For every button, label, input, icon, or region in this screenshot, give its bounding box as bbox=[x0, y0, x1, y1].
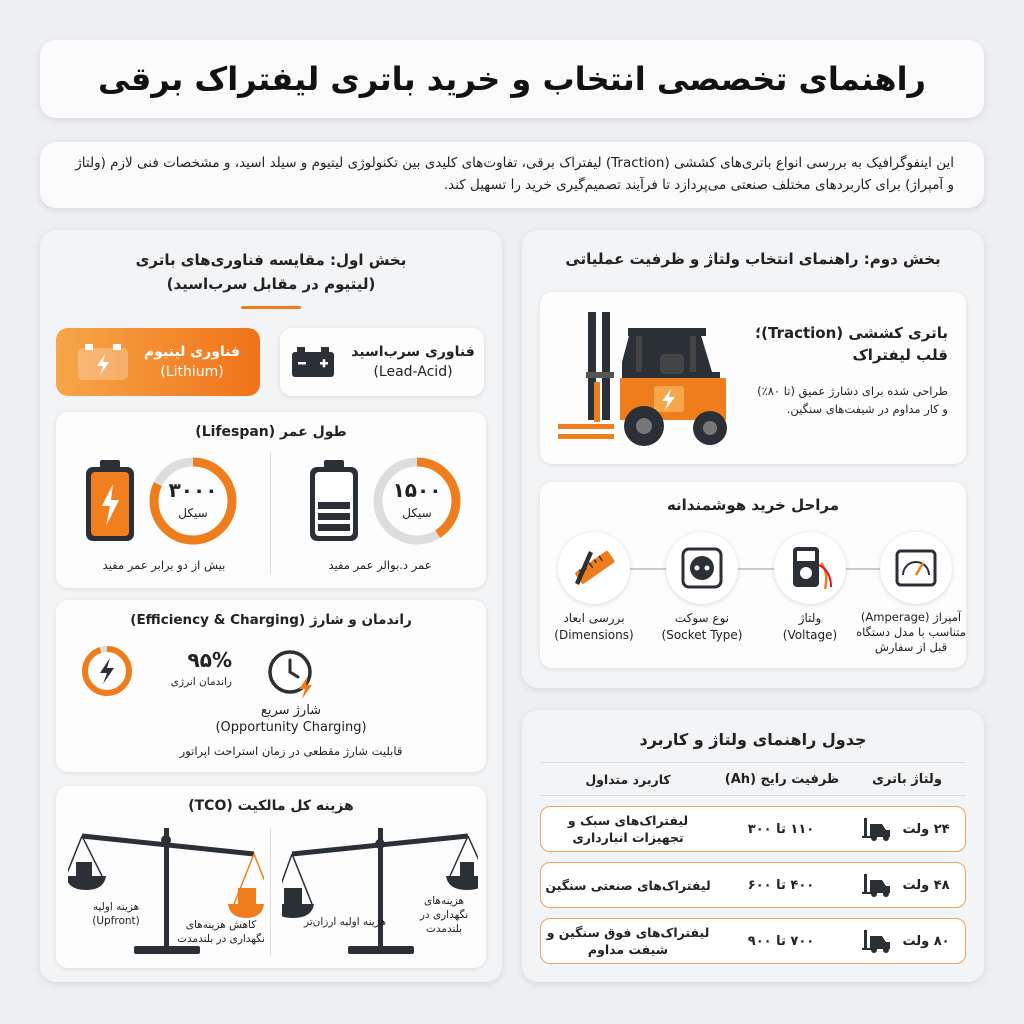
section1-panel bbox=[40, 230, 502, 982]
intro-card bbox=[40, 142, 984, 208]
section2-title: بخش دوم: راهنمای انتخاب ولتاژ و ظرفیت عملیاتی bbox=[565, 250, 941, 268]
row-voltage-cell bbox=[847, 872, 965, 898]
step-socket-circle bbox=[666, 532, 738, 604]
traction-desc: طراحی شده برای دشارژ عمیق (تا ۸۰٪) و کار مداوم در شیفت‌های سنگین. bbox=[757, 384, 948, 416]
efficiency-card bbox=[56, 600, 486, 772]
step-voltage-label bbox=[760, 610, 860, 644]
tco-lead-upfront: هزینه اولیه ارزان‌تر bbox=[303, 916, 387, 928]
header-capacity: ظرفیت رایج (Ah) bbox=[724, 771, 840, 787]
table-row bbox=[540, 862, 966, 908]
fast-charge-note: قابلیت شارژ مقطعی در زمان استراحت اپراتور bbox=[179, 744, 403, 758]
tco-card bbox=[56, 786, 486, 968]
row-usage: لیفتراک‌های فوق سنگین و شیفت مداوم bbox=[546, 925, 710, 957]
socket-icon bbox=[679, 545, 725, 591]
lead-tco-scale-icon bbox=[282, 820, 478, 960]
section2-panel bbox=[522, 230, 984, 688]
lithium-lifespan-note: بیش از دو برابر عمر مفید bbox=[102, 558, 226, 572]
lead-cycles-unit: سیکل bbox=[402, 506, 432, 520]
step-dimensions-circle bbox=[558, 532, 630, 604]
steps-card bbox=[540, 482, 966, 668]
row-capacity: ۷۰۰ تا ۹۰۰ bbox=[747, 933, 815, 949]
lifespan-title: طول عمر (Lifespan) bbox=[195, 424, 347, 440]
lead-sub: (Lead-Acid) bbox=[373, 364, 453, 380]
intro-text: این اینفوگرافیک به بررسی انواع باتری‌های کششی (Traction) لیفتراک برقی، تفاوت‌های کلیدی بین تکنولوژی لیتیوم و سیلد اسید، و مشخصات فنی لازم (ولتاژ و آمپراژ) برای کاربردهای مختلف صنعتی می‌پردازد تا فرآیند تصمیم‌گیری خرید را تسهیل کند. bbox=[75, 155, 954, 193]
lithium-cycles-value: ۳۰۰۰ bbox=[168, 478, 218, 502]
ruler-icon bbox=[569, 543, 619, 593]
row-voltage: ۸۰ ولت bbox=[902, 933, 950, 949]
efficiency-title: راندمان و شارژ (Efficiency & Charging) bbox=[130, 612, 412, 628]
tco-divider bbox=[270, 828, 271, 956]
step-amperage-title: آمپراژ (Amperage) bbox=[860, 610, 962, 624]
lead-acid-pill bbox=[280, 328, 484, 396]
efficiency-ring bbox=[80, 644, 134, 698]
lithium-label: فناوری لیتیوم bbox=[143, 344, 241, 360]
amperage-gauge-icon bbox=[893, 545, 939, 591]
forklift-small-icon bbox=[862, 872, 892, 898]
fast-charge-label: شارژ سریع bbox=[260, 703, 322, 718]
multimeter-icon bbox=[787, 543, 833, 593]
lifespan-divider bbox=[270, 452, 271, 574]
traction-title: باتری کششی (Traction)؛ قلب لیفتراک bbox=[755, 324, 948, 364]
fast-charge-sub: (Opportunity Charging) bbox=[215, 720, 367, 735]
step-amperage-desc: متناسب با مدل دستگاه قبل از سفارش bbox=[856, 625, 966, 654]
lead-cycles-value: ۱۵۰۰ bbox=[392, 478, 442, 502]
row-voltage: ۴۸ ولت bbox=[902, 877, 950, 893]
row-usage: لیفتراک‌های صنعتی سنگین bbox=[545, 877, 711, 893]
efficiency-percent: ۹۵% bbox=[187, 648, 232, 672]
section1-title-line1: بخش اول: مقایسه فناوری‌های باتری bbox=[135, 251, 407, 269]
step-voltage-circle bbox=[774, 532, 846, 604]
lithium-sub: (Lithium) bbox=[160, 364, 224, 380]
step-amperage-circle bbox=[880, 532, 952, 604]
step-voltage-title: ولتاژ bbox=[798, 611, 822, 625]
title-underline bbox=[241, 306, 301, 309]
lead-lifespan-note: عمر د.بوالر عمر مفید bbox=[328, 558, 432, 572]
row-usage: لیفتراک‌های سبک و تجهیزات انبارداری bbox=[567, 813, 689, 845]
step-socket-title: نوع سوکت bbox=[674, 611, 730, 625]
row-voltage-cell bbox=[847, 816, 965, 842]
fast-charge-text bbox=[206, 702, 376, 736]
tco-lithium-maintenance: کاهش هزینه‌های نگهداری در بلندمدت bbox=[177, 919, 265, 945]
tco-lithium-upfront-sub: (Upfront) bbox=[92, 915, 140, 927]
lithium-pill bbox=[56, 328, 260, 396]
tco-lithium-upfront bbox=[78, 900, 154, 928]
page-title: راهنمای تخصصی انتخاب و خرید باتری لیفتراک برقی bbox=[98, 60, 926, 98]
lead-battery-icon bbox=[289, 345, 337, 379]
step-dimensions-desc: (Dimensions) bbox=[554, 628, 634, 642]
efficiency-percent-label: راندمان انرژی bbox=[170, 676, 232, 688]
lead-half-battery-icon bbox=[306, 458, 362, 544]
forklift-small-icon bbox=[862, 928, 892, 954]
row-capacity: ۱۱۰ تا ۳۰۰ bbox=[747, 821, 815, 837]
voltage-table-panel bbox=[522, 710, 984, 982]
header-voltage: ولتاژ باتری bbox=[872, 771, 942, 787]
section1-title bbox=[60, 248, 482, 296]
lithium-full-battery-icon bbox=[82, 458, 138, 544]
step-socket-desc: (Socket Type) bbox=[661, 628, 743, 642]
step-amperage-label bbox=[856, 610, 966, 655]
tco-title: هزینه کل مالکیت (TCO) bbox=[188, 798, 354, 814]
tco-lithium-upfront-label: هزینه اولیه bbox=[92, 901, 140, 913]
lithium-battery-icon bbox=[76, 343, 130, 381]
lithium-cycles-unit: سیکل bbox=[178, 506, 208, 520]
forklift-icon bbox=[550, 302, 744, 454]
step-dimensions-label bbox=[544, 610, 644, 644]
header-usage: کاربرد متداول bbox=[585, 771, 671, 787]
title-card bbox=[40, 40, 984, 118]
table-row bbox=[540, 806, 966, 852]
row-voltage-cell bbox=[847, 928, 965, 954]
step-dimensions-title: بررسی ابعاد bbox=[563, 611, 625, 625]
table-title: جدول راهنمای ولتاژ و کاربرد bbox=[639, 730, 867, 749]
steps-title: مراحل خرید هوشمندانه bbox=[666, 496, 840, 514]
steps-connector-line bbox=[580, 568, 926, 570]
step-socket-label bbox=[652, 610, 752, 644]
tco-lead-maintenance: هزینه‌های نگهداری در بلندمدت bbox=[419, 895, 469, 935]
row-capacity: ۴۰۰ تا ۶۰۰ bbox=[747, 877, 815, 893]
row-voltage: ۲۴ ولت bbox=[902, 821, 950, 837]
fast-charge-clock-icon bbox=[264, 646, 320, 702]
step-voltage-desc: (Voltage) bbox=[782, 628, 838, 642]
forklift-small-icon bbox=[862, 816, 892, 842]
table-row bbox=[540, 918, 966, 964]
table-header-row bbox=[540, 762, 966, 796]
lead-label: فناوری سرب‌اسید bbox=[351, 344, 475, 360]
traction-card bbox=[540, 292, 966, 464]
lifespan-card bbox=[56, 412, 486, 588]
section1-title-line2: (لیتیوم در مقابل سرب‌اسید) bbox=[166, 275, 376, 293]
